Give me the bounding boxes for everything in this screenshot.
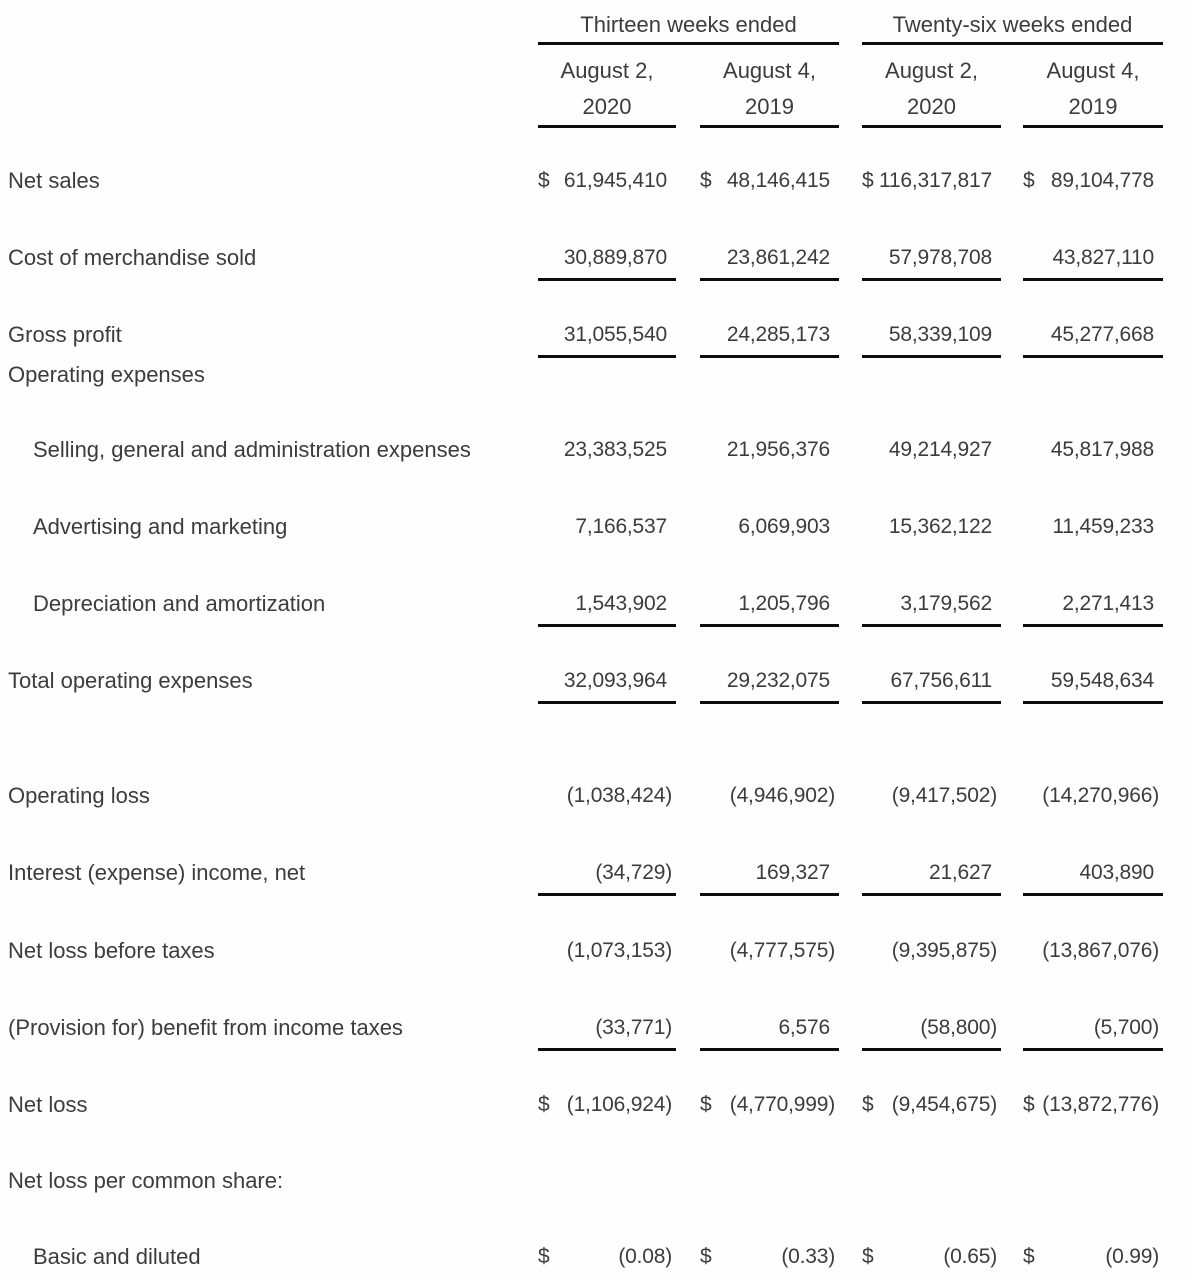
amount-value: 116,317,817 [878,169,992,192]
table-row [0,436,1190,464]
amount-value: 89,104,778 [1050,169,1154,192]
date-line-2: 2019 [745,94,794,119]
row-label: Operating expenses [8,362,205,387]
amount-cell [700,782,839,810]
row-label: Net loss [8,1092,88,1117]
table-row [0,1091,1190,1119]
date-line-2: 2020 [582,94,632,119]
amount-value: 61,945,410 [563,169,667,192]
period-group-header-row [0,11,1190,45]
amount-cell [700,167,839,195]
table-row [0,859,1190,896]
amount-cell [700,321,839,358]
amount-value: (4,770,999) [729,1093,835,1116]
table-row [0,1243,1190,1271]
amount-cell [538,513,676,541]
amount-value: 1,205,796 [738,592,830,615]
date-column-header-row [0,53,1190,128]
amount-cell [1023,937,1163,965]
table-row [0,361,1190,389]
table-row [0,1014,1190,1051]
amount-cell [538,321,676,358]
amount-cell [700,513,839,541]
amount-cell [862,1014,1001,1051]
row-label: (Provision for) benefit from income taxes [8,1015,403,1040]
amount-value: 11,459,233 [1052,515,1154,538]
currency-symbol: $ [1023,169,1035,192]
amount-value: 6,576 [778,1016,830,1039]
table-row [0,321,1190,358]
amount-value: 32,093,964 [563,669,667,692]
amount-cell [1023,667,1163,704]
amount-cell [538,244,676,281]
amount-cell [538,782,676,810]
period-header-label: Twenty-six weeks ended [892,12,1133,37]
row-label: Selling, general and administration expenses [33,437,471,462]
amount-value: (33,771) [595,1016,672,1039]
amount-cell [538,590,676,627]
amount-cell [1023,244,1163,281]
amount-cell [538,1243,676,1271]
amount-cell [1023,1243,1163,1271]
currency-symbol: $ [862,1093,874,1116]
amount-value: (4,777,575) [729,939,835,962]
row-label: Net loss before taxes [8,938,215,963]
amount-value: 169,327 [755,861,830,884]
amount-cell [1023,436,1163,464]
amount-value: 59,548,634 [1050,669,1154,692]
amount-value: (9,454,675) [891,1093,997,1116]
amount-value: 58,339,109 [888,323,992,346]
currency-symbol: $ [862,1245,874,1268]
amount-value: 15,362,122 [888,515,992,538]
table-body [0,167,1190,1271]
amount-cell [862,667,1001,704]
amount-value: 45,817,988 [1050,438,1154,461]
amount-cell [538,1014,676,1051]
amount-value: (4,946,902) [729,784,835,807]
amount-value: 29,232,075 [726,669,830,692]
date-line-2: 2020 [907,94,956,119]
amount-cell [1023,321,1163,358]
date-line-1: August 4, [1046,58,1140,83]
amount-cell [1023,167,1163,195]
amount-cell [700,1243,839,1271]
row-label: Advertising and marketing [33,514,288,539]
amount-value: (13,867,076) [1042,939,1159,962]
date-line-1: August 2, [885,58,978,83]
amount-value: 1,543,902 [575,592,667,615]
currency-symbol: $ [700,1245,712,1268]
amount-value: 21,956,376 [726,438,830,461]
amount-value: (5,700) [1093,1016,1159,1039]
amount-value: (34,729) [595,861,672,884]
amount-value: 23,861,242 [726,246,830,269]
amount-cell [700,859,839,896]
date-line-2: 2019 [1068,94,1118,119]
amount-value: 6,069,903 [738,515,830,538]
amount-cell [862,513,1001,541]
date-line-1: August 4, [723,58,816,83]
amount-value: 45,277,668 [1050,323,1154,346]
period-header-thirteen-weeks [538,11,839,45]
amount-cell [1023,590,1163,627]
row-label: Interest (expense) income, net [8,860,306,885]
amount-cell [862,244,1001,281]
amount-cell [862,859,1001,896]
amount-cell [862,167,1001,195]
currency-symbol: $ [700,1093,712,1116]
row-label: Gross profit [8,322,122,347]
row-label: Net loss per common share: [8,1168,284,1193]
table-row [0,937,1190,965]
amount-value: 24,285,173 [726,323,830,346]
amount-value: (13,872,776) [1042,1093,1159,1116]
amount-value: 23,383,525 [563,438,667,461]
amount-cell [538,1091,676,1119]
amount-value: (58,800) [920,1016,997,1039]
row-label: Cost of merchandise sold [8,245,257,270]
table-row [0,1167,1190,1195]
amount-cell [1023,1091,1163,1119]
currency-symbol: $ [1023,1093,1035,1116]
row-label: Depreciation and amortization [33,591,326,616]
amount-cell [862,1243,1001,1271]
amount-cell [700,436,839,464]
amount-cell [1023,782,1163,810]
currency-symbol: $ [538,169,550,192]
amount-cell [862,436,1001,464]
amount-value: (1,106,924) [566,1093,672,1116]
amount-value: 30,889,870 [563,246,667,269]
date-column-header [862,53,1001,128]
currency-symbol: $ [538,1245,550,1268]
row-label: Total operating expenses [8,668,253,693]
amount-value: (1,073,153) [566,939,672,962]
table-row [0,782,1190,810]
amount-value: 7,166,537 [575,515,667,538]
amount-cell [862,590,1001,627]
amount-cell [700,667,839,704]
amount-cell [862,782,1001,810]
amount-value: (9,395,875) [891,939,997,962]
amount-cell [1023,1014,1163,1051]
amount-value: 2,271,413 [1062,592,1154,615]
amount-cell [700,244,839,281]
amount-value: 49,214,927 [888,438,992,461]
amount-value: (9,417,502) [891,784,997,807]
period-header-label: Thirteen weeks ended [580,12,797,37]
amount-value: 43,827,110 [1052,246,1154,269]
amount-cell [538,937,676,965]
amount-value: 31,055,540 [563,323,667,346]
date-column-header [538,53,676,128]
amount-value: 403,890 [1079,861,1154,884]
amount-value: 48,146,415 [726,169,830,192]
amount-value: (14,270,966) [1042,784,1159,807]
amount-value: (0.08) [618,1245,672,1268]
table-row [0,590,1190,627]
amount-value: (0.33) [781,1245,835,1268]
row-label: Net sales [8,168,100,193]
amount-value: 21,627 [928,861,992,884]
currency-symbol: $ [1023,1245,1035,1268]
currency-symbol: $ [700,169,712,192]
amount-value: 57,978,708 [888,246,992,269]
amount-cell [862,1091,1001,1119]
table-row [0,167,1190,195]
date-column-header [1023,53,1163,128]
currency-symbol: $ [862,169,874,192]
period-header-twenty-six-weeks [862,11,1163,45]
amount-cell [700,1014,839,1051]
amount-cell [700,1091,839,1119]
amount-value: 67,756,611 [890,669,992,692]
amount-cell [862,321,1001,358]
amount-cell [1023,513,1163,541]
amount-cell [862,937,1001,965]
date-column-header [700,53,839,128]
amount-cell [1023,859,1163,896]
row-label: Basic and diluted [33,1244,201,1269]
amount-value: (1,038,424) [566,784,672,807]
amount-value: (0.99) [1105,1245,1159,1268]
amount-cell [700,590,839,627]
table-row [0,513,1190,541]
table-row [0,244,1190,281]
row-label: Operating loss [8,783,150,808]
amount-cell [538,167,676,195]
table-row [0,667,1190,704]
amount-value: (0.65) [943,1245,997,1268]
income-statement [0,11,1190,1280]
amount-value: 3,179,562 [900,592,992,615]
amount-cell [538,436,676,464]
currency-symbol: $ [538,1093,550,1116]
date-line-1: August 2, [560,58,654,83]
amount-cell [700,937,839,965]
amount-cell [538,667,676,704]
amount-cell [538,859,676,896]
